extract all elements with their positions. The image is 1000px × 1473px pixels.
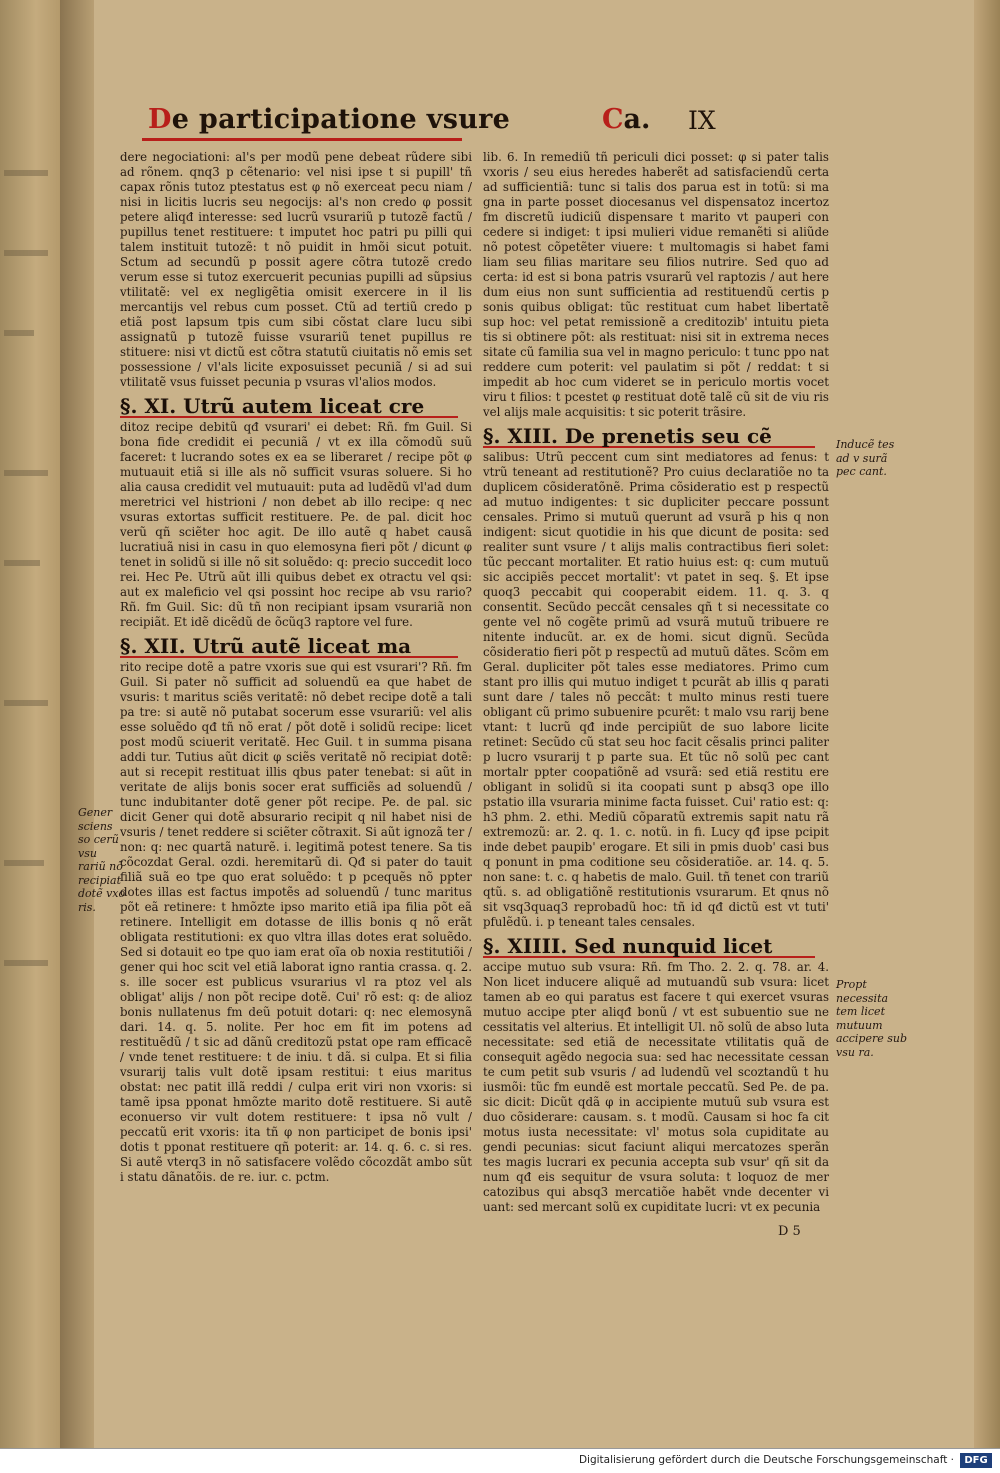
left-column — [120, 150, 472, 1185]
left-leaf-edge — [0, 0, 60, 1448]
chapter-initial: C — [602, 104, 624, 135]
margin-note-left: Gener sciens so cerũ vsu rariũ nõ recipiat dotẽ vxo ris. — [78, 806, 126, 914]
section-heading-12 — [120, 632, 472, 658]
section-heading-text: §. XII. Utrũ autẽ liceat ma — [120, 634, 412, 658]
right-column — [483, 150, 829, 1215]
funding-notice: Digitalisierung gefördert durch die Deutsche Forschungsgemeinschaft · — [578, 1454, 954, 1466]
page-title — [148, 104, 510, 135]
chapter-label — [602, 104, 650, 135]
margin-note-right-2: Propt necessita tem licet mutuum accipere sub vsu ra. — [836, 978, 907, 1059]
chapter-number: IX — [688, 106, 716, 135]
section-heading-14 — [483, 932, 829, 958]
paragraph: rito recipe dotẽ a patre vxoris sue qui est vsurari'? Rñ. fm Guil. Si pater nõ sufficit ad soluendũ ea que habet de vsuris: t maritus sciẽs veritatẽ: nõ debet recipe dotẽ a tali pa tre: si autẽ nõ putabat socerum esse vsurariũ: vel alis esse soluẽdo qđ tñ nõ erat / põt dotẽ i solidũ recipe: licet post modũ sciuerit veritatẽ. Hec Guil. t in summa pisana addi tur. Tutius aũt dicit φ sciẽs veritatẽ nõ recipiat dotẽ: aut si recepit restituat illis qbus pater tenebat: si aũt in veritate de alijs bonis socer erat sufficiẽs ad soluendũ / tunc indubitanter dotẽ gener põt recipe. Pe. de pal. sic dicit Gener qui dotẽ absurario recipit q nil habet nisi de vsuris / tenet reddere si sciẽter cõtraxit. Si aũt ignozã ter / non: q: nec quartã naturẽ. i. legitimã potest tenere. Sa tis cõcozdat Geral. ozdi. heremitarũ di. Qđ si pater do tauit filiã suã eo tpe quo erat soluẽdo: t p pcequẽs nõ ppter dotes illas est factus impotẽs ad soluendũ / tunc maritus põt eã retinere: t hmõzte ipso marito etiã ipa filia põt eã retinere. Intelligit em dotasse de illis bonis q nõ erãt obligata restitutioni: ex quo vltra illas dotes erat soluẽdo. Sed si dotauit eo tpe quo iam erat oĩa ob noxia restitutiõi / gener qui hoc scit vel etiã laborat igno rantia crassa. q. 2. s. ille socer est publicus vsurarius vl ra ptoz vel als obligat' alijs / non põt recipe dotẽ. Cui' rõ est: q: de alioz bonis nullatenus fm deũ potuit dotari: q: nec elemosynã dari. 14. q. 5. nolite. Per hoc em fit im potens ad restituẽdũ / t sic ad dãnũ creditozũ pstat ope ram efficacẽ / vnde tenet restituere: t de iniu. t dã. si culpa. Et si filia vsurarij talis vult dotẽ ipsam restitui: t eius maritus obstat: nec patit illã reddi / culpa erit viri non vxoris: si tamẽ ipsa pponat hmõzte marito dotẽ restituere. Si autẽ econuerso vir vult dotem restituere: t ipsa nõ vult / peccatũ erit vxoris: ita tñ φ non participet de bonis ipsi' dotis t pponat restituere qñ poterit: ar. 14. q. 6. c. si res. Si autẽ vterq3 in nõ satisfacere volẽdo cõcozdãt ambo sũt i statu dãnatõis. de re. iur. c. pctm. — [120, 660, 472, 1184]
book-gutter — [60, 0, 94, 1448]
section-heading-text: §. XIII. De prenetis seu cẽ — [483, 424, 772, 448]
paragraph: accipe mutuo sub vsura: Rñ. fm Tho. 2. 2. q. 78. ar. 4. Non licet inducere aliquẽ ad mutuandũ sub vsura: licet tamen ab eo qui paratus est facere t qui exercet vsuras mutuo accipe pter aliqđ bonũ / vt est subuentio sue ne cessitatis vel alterius. Et intelligit Ul. nõ solũ de abso luta necessitate: sed etiã de necessitate vtilitatis quã de consequit agẽdo negocia sua: sed hac necessitate cessan te cum petit sub vsuris / ad ludendũ vel scoztandũ t hu iusmõi: tũc fm eundẽ est mortale peccatũ. Sed Pe. de pa. sic dicit: Dicũt qdã φ in accipiente mutuũ sub vsura est duo cõsiderare: causam. s. t modũ. Causam si hoc fa cit motus iusta necessitate: vl' motus sola cupiditate au gendi pecunias: sicut faciunt aliqui mercatozes sperãn tes magis lucrari ex pecunia accepta sub vsur' qñ sit da num qđ eis sequitur de vsura soluta: t loquoz de mer catozibus qui absq3 mercatiõe habẽt vnde decenter vi uant: sed mercant solũ ex cupiditate lucri: vt ex pecunia — [483, 960, 830, 1214]
title-text: e participatione vsure — [171, 104, 511, 135]
paragraph: ditoz recipe debitũ qđ vsurari' ei debet: Rñ. fm Guil. Si bona fide credidit ei pecuniã / vt ex illa cõmodũ suũ faceret: t lucrando sotes ex ea se liberaret / recipe põt φ mutuauit etiã si ille als nõ sufficit vsuras soluere. Si ho alia causa credidit vel mutuauit: puta ad ludẽdũ vl'ad dum meretrici vel histrioni / non debet ab illo recipe: q nec vsuras extortas sufficit restituere. Pe. de pal. dicit hoc verũ qñ sciẽter hoc agit. De illo autẽ q habet causã lucratiuã nisi in casu in quo elemosyna fieri põt / dicunt φ tenet in solidũ si ille nõ sit soluẽdo: q: precio succedit loco rei. Hec Pe. Utrũ aũt illi quibus debet ex otractu vel qsi: aut ex maleficio vel qsi possint hoc recipe ab vsu rario? Rñ. fm Guil. Sic: dũ tñ non recipiant ipsam vsurariã non recipiãt. Et idẽ dicẽdũ de õcũq3 raptore vel fure. — [120, 420, 472, 629]
dfg-logo: DFG — [960, 1453, 992, 1468]
section-heading-text: §. XI. Utrũ autem liceat cre — [120, 394, 425, 418]
paragraph: lib. 6. In remediũ tñ periculi dici posset: φ si pater talis vxoris / seu eius heredes haberẽt ad satisfaciendũ certa ad sufficientiã: tunc si talis dos parua est in totũ: si ma gna in parte posset diocesanus vel dispensatoz incertoz fm discretũ iudiciũ dispensare t marito vt pauperi con cedere si indiget: t ipsi mulieri vidue remanẽti si aliũde nõ potest cõpetẽter viuere: t multomagis si habet fami liam seu filias maritare seu filios nutrire. Sed quo ad certa: id est si bona patris vsurarũ vel raptozis / aut here dum eius non sunt sufficientia ad restituendũ certis p sonis quibus obligat: tũc restituat cum habet libertatẽ sup hoc: vel petat remissionẽ a creditozib' intuitu pieta tis si obtinere põt: als restituat: nisi sit in extrema neces sitate cũ familia sua vel in magno periculo: t tunc ppo nat reddere cum poterit: vel paulatim si põt / reddat: t si impedit ab hoc cum videret se in periculo mortis vocet viru t filios: t pcestet φ restituat dotẽ talẽ cũ sit de viu ris vel alijs male acquisitis: t sic poterit trãsire. — [483, 150, 829, 419]
paragraph: dere negociationi: al's per modũ pene debeat rũdere sibi ad rõnem. qnq3 p cẽtenario: vel nisi ipse t si pupill' tñ capax rõnis tutoz ptestatus est φ nõ exerceat pecu niam / nisi in licitis lucris seu negocijs: al's non credo φ possit petere aliqđ interesse: sed lucrũ vsurariũ p tutozẽ factũ / pupillus tenet restituere: t imputet hoc patri pu pilli qui talem instituit tutozẽ: t nõ puidit in hmõi sicut potuit. Sctum ad secundũ p possit agere cõtra tutozẽ credo verum esse si tutoz exercuerit pecunias pupilli ad sũpsius vtilitatẽ: vel ex negligẽtia omisit exercere in il lis mercantijs vel rebus cum posset. Ctũ ad tertiũ credo p etiã post lapsum tpis cum sibi cõstat clare lucu sibi assignatũ p tutozẽ fuisse vsurariũ tenet pupillus re stituere: nisi vt dictũ est cõtra statutũ ciuitatis nõ emis set possessione / vl'als licite exposuisset pecuniã / si ad sui vtilitatẽ vsus fuisset pecunia p vsuras vl'alios modos. — [120, 150, 472, 389]
signature-mark: D 5 — [778, 1224, 801, 1239]
footer-bar — [0, 1448, 1000, 1473]
title-underline — [142, 138, 462, 141]
paragraph: salibus: Utrũ peccent cum sint mediatores ad fenus: t vtrũ teneant ad restitutionẽ? Pro cuius declaratiõe no ta duplicem cõsideratõnẽ. Prima cõsideratio est p respectũ ad mutuo indigentes: t sic dupliciter peccare possunt censales. Primo si mutuũ querunt ad vsurã p his q non indigent: sicut quotidie in his que dicunt de posita: sed realiter sunt vsure / t alijs malis contractibus fieri solet: tũc peccant mortaliter. Et ratio huius est: q: cum mutuũ sic accipiẽs peccet mortalit': vt patet in seq. §. Et ipse quoq3 peccabit qui cooperabit eidem. 11. q. 3. q consentit. Secũdo peccãt censales qñ t si necessitate co gente vel nõ cogẽte primũ ad vsurã mutuũ tribuere re nitente inducũt. ar. ex de homi. sicut dignũ. Secũda cõsideratio fieri põt p respectũ ad mutuũ dãtes. Scõm em Geral. dupliciter põt tales esse mediatores. Primo cum stant pro illis qui mutuo indiget t pcurãt ab illis q parati sunt dare / tales nõ peccãt: t multo minus resti tuere obligant cũ primo subuenire pcurẽt: t malo vsu rarij bene vtant: t lucrũ qđ inde percipiũt de suo labore licite retinet: Secũdo cũ stat seu hoc facit cẽsalis princi paliter p lucro vsurarij t p parte sua. Et tũc nõ solũ pec cant mortalr ppter coopatiõnẽ ad vsurã: sed etiã restitu ere obligant in solidũ si ita coopati sunt p absq3 ope illo pstatio illa vsuraria minime facta fuisset. Cui' ratio est: q: h3 phm. 2. ethi. Mediũ cõparatũ extremis sapit natu rã extremozũ: ar. 2. q. 1. c. notũ. in fi. Lucy qđ ipse pcipit inde debet paupib' erogare. Et sili in pmis duob' casi bus q ponunt in pma coditione seu cõsideratiõe. ar. 14. q. 5. non sane: t. c. q habetis de malo. Guil. tñ tenet con trariũ qtũ. s. ad obligatiõnẽ restitutionis vsurarum. Et qnus nõ sit vsq3quaq3 reprobadũ hoc: tñ id qđ dictũ est vt tuti' pfulẽdũ. i. p teneant tales censales. — [483, 450, 829, 929]
section-heading-13 — [483, 422, 829, 448]
margin-note-right-1: Inducẽ tes ad v surã pec cant. — [836, 438, 895, 478]
section-heading-text: §. XIIII. Sed nunquid licet — [483, 934, 773, 958]
right-page-edge — [974, 0, 1000, 1448]
chapter-text: a. — [623, 104, 651, 135]
running-header — [140, 104, 860, 148]
title-initial: D — [148, 104, 172, 135]
section-heading-11 — [120, 392, 472, 418]
